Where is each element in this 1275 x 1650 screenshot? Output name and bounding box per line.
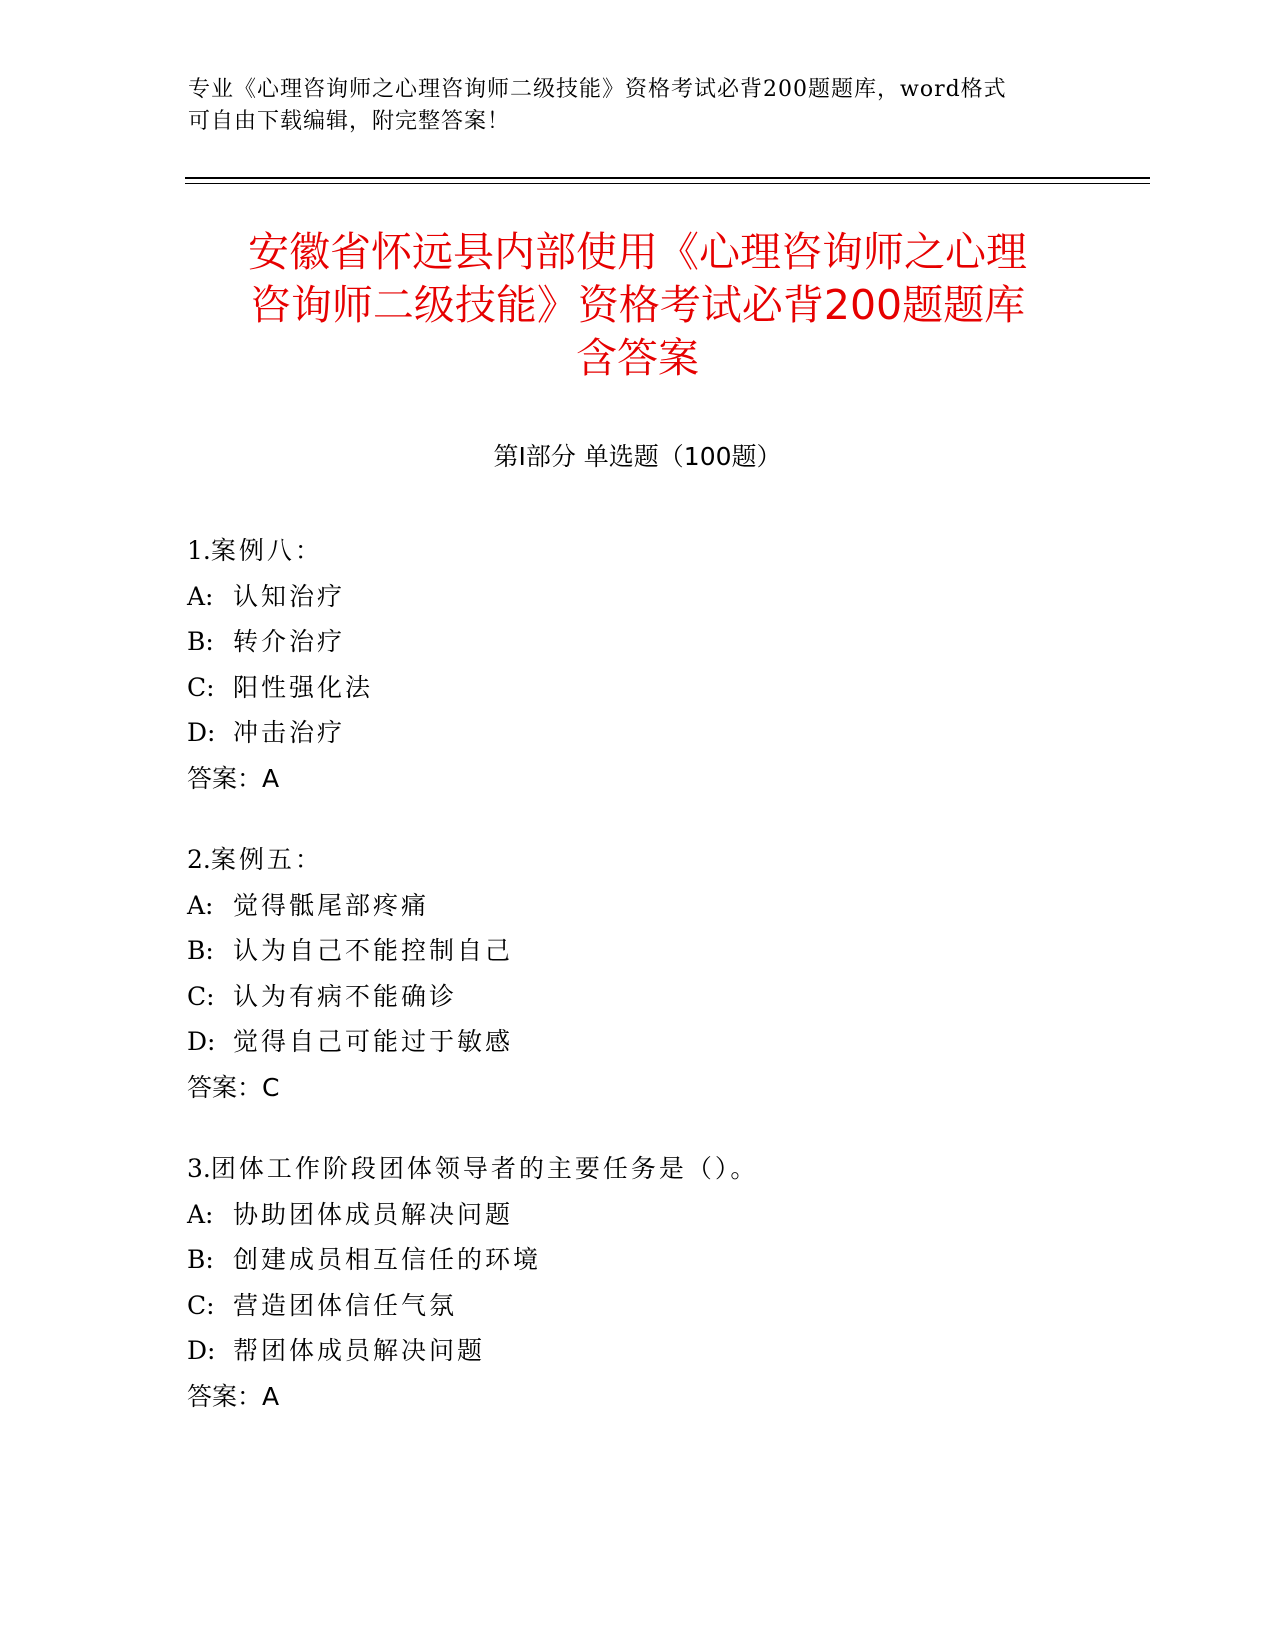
option-letter: C: — [187, 981, 215, 1011]
option-c — [187, 974, 1137, 1020]
option-letter: B: — [187, 627, 214, 656]
option-b — [187, 619, 1137, 665]
option-b — [187, 1237, 1137, 1283]
header-divider-thin — [185, 183, 1150, 184]
question-item — [187, 1146, 1137, 1419]
question-number: 1. — [187, 536, 211, 565]
option-letter: A: — [187, 1199, 214, 1229]
option-c — [187, 665, 1137, 711]
option-text: 认为有病不能确诊 — [233, 981, 458, 1011]
header-divider-thick — [185, 177, 1150, 179]
option-text: 转介治疗 — [233, 627, 346, 656]
option-letter: D: — [187, 1336, 216, 1365]
question-number: 3. — [187, 1154, 211, 1183]
question-item — [187, 528, 1137, 801]
option-text: 帮团体成员解决问题 — [233, 1336, 486, 1365]
option-text: 认知治疗 — [233, 581, 346, 611]
question-text: 案例五： — [210, 845, 323, 874]
document-title — [140, 226, 1135, 385]
option-a — [187, 883, 1137, 929]
header-note — [188, 74, 1088, 138]
question-text: 团体工作阶段团体领导者的主要任务是（）。 — [210, 1154, 759, 1183]
header-note-line-1: 专业《心理咨询师之心理咨询师二级技能》资格考试必背200题题库，word格式 — [188, 77, 1007, 102]
document-title-line-3: 含答案 — [576, 334, 699, 382]
question-stem — [187, 837, 1137, 883]
option-letter: C: — [187, 672, 215, 702]
question-item — [187, 837, 1137, 1110]
option-d — [187, 710, 1137, 756]
option-text: 冲击治疗 — [233, 718, 346, 747]
option-text: 阳性强化法 — [233, 672, 374, 702]
option-d — [187, 1019, 1137, 1065]
option-d — [187, 1328, 1137, 1374]
header-note-line-2: 可自由下载编辑，附完整答案！ — [188, 109, 511, 134]
answer-line: 答案：C — [187, 1072, 280, 1102]
answer-line: 答案：A — [187, 763, 280, 793]
option-text: 协助团体成员解决问题 — [233, 1199, 514, 1229]
question-stem — [187, 1146, 1137, 1192]
option-text: 创建成员相互信任的环境 — [233, 1245, 542, 1274]
option-a — [187, 1192, 1137, 1238]
option-letter: C: — [187, 1290, 215, 1320]
document-title-line-2: 咨询师二级技能》资格考试必背200题题库 — [249, 281, 1026, 329]
section-heading: 第Ⅰ部分 单选题（100题） — [493, 442, 782, 471]
option-a — [187, 574, 1137, 620]
option-c — [187, 1283, 1137, 1329]
option-letter: A: — [187, 581, 214, 611]
option-letter: D: — [187, 718, 216, 747]
question-list — [187, 528, 1137, 1455]
option-text: 觉得自己可能过于敏感 — [233, 1027, 514, 1056]
document-title-line-1: 安徽省怀远县内部使用《心理咨询师之心理 — [248, 228, 1027, 276]
question-text: 案例八： — [210, 536, 323, 565]
option-letter: B: — [187, 1245, 214, 1274]
answer-line: 答案：A — [187, 1381, 280, 1411]
option-letter: A: — [187, 890, 214, 920]
question-stem — [187, 528, 1137, 574]
option-letter: D: — [187, 1027, 216, 1056]
option-text: 觉得骶尾部疼痛 — [233, 890, 430, 920]
option-letter: B: — [187, 936, 214, 965]
option-b — [187, 928, 1137, 974]
option-text: 认为自己不能控制自己 — [233, 936, 514, 965]
option-text: 营造团体信任气氛 — [233, 1290, 458, 1320]
question-number: 2. — [187, 845, 211, 874]
